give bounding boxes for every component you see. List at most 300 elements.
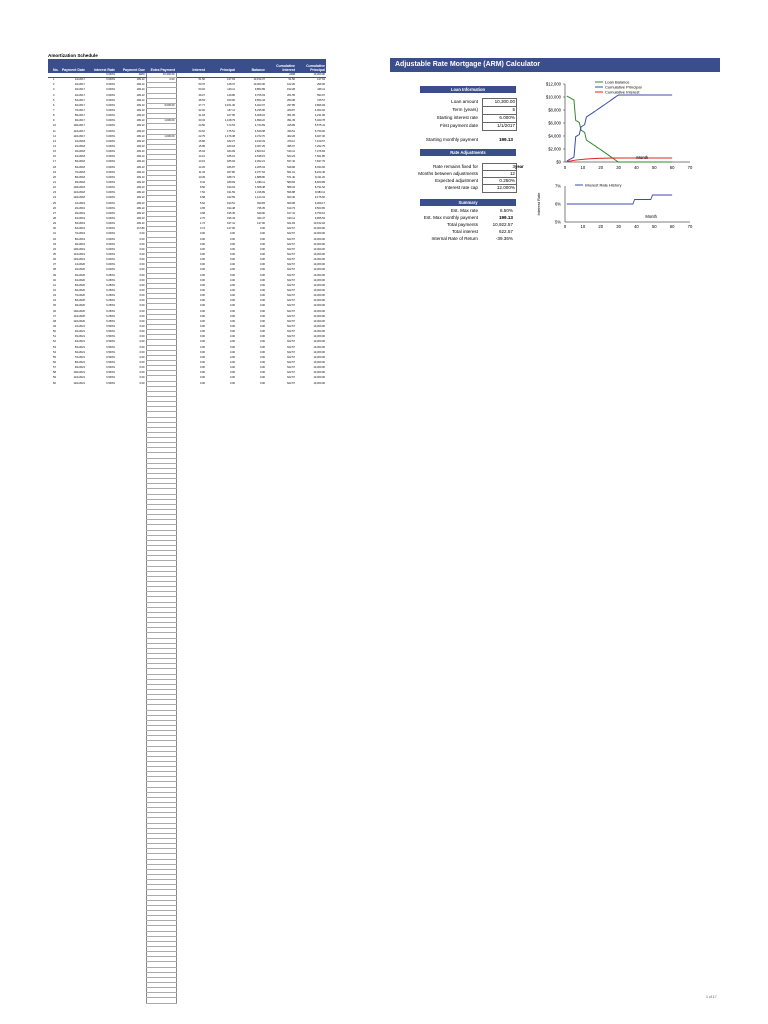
table-cell: 0.00	[139, 288, 145, 292]
table-cell: 10,300.00	[313, 304, 325, 308]
table-cell: 0.00	[229, 232, 235, 236]
table-cell: 6.500%	[106, 376, 115, 380]
table-cell: 9/1/2018	[74, 181, 85, 185]
table-cell: 10,300.00	[313, 237, 325, 241]
first-date-label: First payment date	[439, 123, 478, 128]
table-cell: 9/1/2020	[74, 304, 85, 308]
table-cell: 10,300.00	[313, 273, 325, 277]
table-cell: 7/1/2019	[74, 232, 85, 236]
extra-payment-cell[interactable]: 10,300.00	[146, 73, 176, 78]
table-cell: 185.94	[227, 160, 235, 164]
table-cell: 6.000%	[106, 165, 115, 169]
table-cell: 10,300.00	[313, 360, 325, 364]
table-cell: 12.26	[198, 165, 205, 169]
table-cell: 0.00	[259, 345, 265, 349]
table-cell: 167.95	[227, 114, 235, 118]
table-cell: 195.45	[227, 211, 235, 215]
table-cell: 0.00	[229, 299, 235, 303]
table-cell: 0.00	[199, 273, 205, 277]
table-cell: 3.68	[199, 211, 205, 215]
table-cell: 6.000%	[106, 170, 115, 174]
table-cell: 0.00	[259, 258, 265, 262]
table-cell: 11/1/2018	[73, 191, 85, 195]
table-cell: 2/1/2020	[74, 268, 85, 272]
table-cell: 6.000%	[106, 124, 115, 128]
x-tick-label: 10	[580, 224, 586, 229]
table-cell: 199.13	[136, 191, 145, 195]
table-cell: 0.00	[199, 294, 205, 298]
fixed-unit: year	[515, 164, 524, 169]
table-cell: 622.57	[287, 350, 295, 354]
table-cell: 199.13	[136, 170, 145, 174]
table-cell: 18	[53, 165, 56, 169]
table-cell: 5	[53, 98, 55, 102]
table-cell: 617.41	[287, 211, 295, 215]
table-cell: 0.00	[229, 258, 235, 262]
table-cell: 329.87	[287, 109, 295, 113]
table-cell: 1/1/2021	[74, 324, 85, 328]
table-row-empty	[48, 998, 326, 1003]
table-cell: 0.00	[259, 237, 265, 241]
table-cell: 580.84	[287, 181, 295, 185]
table-cell: 736.35	[257, 206, 265, 210]
table-cell: 11/1/2017	[73, 129, 85, 133]
table-cell: 5/1/2019	[74, 222, 85, 226]
max-rate-label: Est. Max rate	[450, 208, 478, 213]
table-cell: 41	[53, 283, 56, 287]
table-cell: 6/1/2017	[74, 103, 85, 107]
table-cell: 6.000%	[106, 103, 115, 107]
table-cell: 0.00	[199, 258, 205, 262]
table-cell: 0.00	[229, 335, 235, 339]
table-cell: 1/1/2017	[74, 78, 85, 82]
months-input[interactable]: 12	[482, 170, 517, 179]
table-cell: 24	[53, 196, 56, 200]
table-cell: 6.500%	[106, 335, 115, 339]
table-cell: 2,452.21	[254, 160, 265, 164]
table-cell: 199.13	[136, 222, 145, 226]
table-cell: 344.47	[257, 217, 265, 220]
table-cell: 0.00	[139, 273, 145, 277]
table-cell: 0.00	[139, 278, 145, 282]
table-cell: 3,190.43	[254, 139, 265, 143]
table-cell: 6.250%	[106, 299, 115, 303]
table-cell: 0.00	[139, 242, 145, 246]
table-cell: 622.57	[287, 340, 295, 344]
table-cell: 193.51	[227, 201, 235, 205]
table-cell: 0.00	[229, 263, 235, 267]
table-cell: 199.13	[136, 196, 145, 200]
table-cell: 10,300.00	[313, 268, 325, 272]
x-tick-label: 0	[563, 165, 567, 170]
table-cell: 622.57	[287, 345, 295, 349]
table-cell: 0.00	[229, 237, 235, 241]
table-cell: 622.57	[287, 263, 295, 267]
table-cell: 0.00	[199, 268, 205, 272]
table-cell: 10,300.00	[313, 232, 325, 236]
table-cell: 622.57	[287, 319, 295, 323]
table-cell: 0.00	[199, 309, 205, 313]
table-cell: 0.00	[199, 376, 205, 380]
table-cell: 0.00	[199, 360, 205, 364]
table-cell: 37	[53, 263, 56, 267]
table-cell: 6.500%	[106, 330, 115, 334]
table-cell: 6.000%	[106, 83, 115, 87]
extra-payment-cell[interactable]: 1,000.00	[146, 134, 176, 139]
table-cell: 0.00	[229, 294, 235, 298]
table-cell: 1/1/2020	[74, 263, 85, 267]
table-cell: 5.62	[199, 201, 205, 205]
table-cell: 6.000%	[106, 247, 115, 251]
table-cell: 622.57	[287, 232, 295, 236]
table-cell: 59	[53, 376, 56, 380]
table-cell: 930.83	[257, 201, 265, 205]
col-header: Balance	[236, 59, 266, 73]
table-cell: 16.86	[198, 139, 205, 143]
table-cell: 0.00	[259, 299, 265, 303]
table-cell: 10,300.00	[313, 355, 325, 359]
table-cell: 6.000%	[106, 88, 115, 92]
table-cell: 621.83	[287, 222, 295, 226]
table-cell: 6.000%	[106, 258, 115, 262]
table-cell: 10.39	[198, 175, 205, 179]
table-cell: 0.00	[139, 360, 145, 364]
x-tick-label: 50	[651, 224, 657, 229]
table-cell: 1,316.89	[254, 191, 265, 195]
table-cell: 184.09	[227, 150, 235, 154]
table-cell: 561.01	[287, 170, 295, 174]
table-cell: 0.00	[199, 247, 205, 251]
calculator-title: Adjustable Rate Mortgage (ARM) Calculator	[390, 58, 720, 72]
table-cell: 622.57	[287, 299, 295, 303]
table-cell: 9,759.10	[314, 211, 325, 215]
loan-amount-input[interactable]: 10,300.00	[482, 98, 517, 107]
table-cell: 199.13	[136, 217, 145, 220]
table-cell: 12	[53, 134, 56, 138]
table-cell: 0.00	[139, 335, 145, 339]
x-tick-label: 60	[669, 224, 675, 229]
table-cell: 0.00	[229, 330, 235, 334]
table-cell: 0.00	[199, 283, 205, 287]
irr-value: -39.36%	[495, 236, 513, 241]
table-cell: 10/1/2017	[73, 124, 85, 128]
term-label: Term (years)	[452, 107, 478, 112]
table-cell: 5/1/2020	[74, 283, 85, 287]
table-cell: 6.500%	[106, 350, 115, 354]
table-cell: 199.13	[136, 160, 145, 164]
table-cell: 6.500%	[106, 366, 115, 370]
table-cell: 48.53	[198, 98, 205, 102]
table-cell: 10,300.00	[313, 319, 325, 323]
first-date-input[interactable]: 1/1/2017	[482, 122, 517, 131]
table-cell: 622.57	[287, 376, 295, 380]
table-cell: 479.12	[287, 139, 295, 143]
table-cell: 190.63	[227, 186, 235, 190]
table-cell: 0.00	[259, 366, 265, 370]
table-cell: 3/1/2019	[74, 211, 85, 215]
table-cell: 0.00	[229, 371, 235, 375]
expected-label: Expected adjustment	[435, 178, 478, 183]
table-cell: 182.27	[227, 139, 235, 143]
table-cell: 10,300.00	[313, 324, 325, 328]
table-cell: 152.28	[287, 88, 295, 92]
table-cell: 174.63	[227, 124, 235, 128]
monthly-value: 199.13	[498, 137, 513, 142]
table-cell: 6.000%	[106, 201, 115, 205]
table-cell: 10,004.00	[253, 83, 265, 87]
y-axis-label: Interest Rate	[536, 192, 541, 216]
table-cell: 0.00	[259, 371, 265, 375]
table-cell: 6.250%	[106, 314, 115, 318]
table-cell: 21	[53, 181, 56, 185]
table-cell: 2/1/2021	[74, 330, 85, 334]
table-cell: 35	[53, 252, 56, 256]
term-input[interactable]: 5	[482, 106, 517, 115]
table-cell: 0.00	[229, 350, 235, 354]
table-cell: 6.000%	[106, 217, 115, 220]
table-cell: 0.00	[199, 371, 205, 375]
table-cell: 147.06	[257, 222, 265, 226]
table-cell: 1,168.79	[224, 119, 235, 123]
table-cell: 8/1/2018	[74, 175, 85, 179]
extra-payment-cell[interactable]: 0.00	[146, 78, 176, 83]
table-cell: 0.00	[199, 237, 205, 241]
table-cell: 13	[53, 139, 56, 143]
extra-payment-cell[interactable]: 1,000.00	[146, 119, 176, 124]
table-cell: 0.00	[229, 314, 235, 318]
table-cell	[296, 998, 326, 1003]
table-cell: 56	[53, 360, 56, 364]
total-interest-value: 622.57	[498, 229, 513, 234]
table-cell: 0.00	[199, 304, 205, 308]
table-cell: 6.000%	[106, 93, 115, 97]
rate-label: Starting interest rate	[436, 115, 478, 120]
table-cell: 51	[53, 335, 56, 339]
table-cell: 199.13	[136, 150, 145, 154]
legend-label: Loan Balance	[605, 79, 630, 85]
table-cell: 622.57	[287, 252, 295, 256]
table-cell: 4,899.22	[254, 119, 265, 123]
y-tick-label: $10,000	[545, 94, 561, 100]
table-cell: 0.00	[259, 324, 265, 328]
table-cell: 6.500%	[106, 324, 115, 328]
table-cell: 199.13	[136, 114, 145, 118]
table-cell: 10/1/2019	[73, 247, 85, 251]
table-cell: 0.00	[259, 335, 265, 339]
table-cell: 622.57	[287, 273, 295, 277]
table-cell: 0.00	[199, 366, 205, 370]
table-cell: 52	[53, 340, 56, 344]
table-cell: 250.08	[287, 98, 295, 102]
table-cell: 6.000%	[106, 196, 115, 200]
irr-label: Internal Rate of Return	[431, 236, 478, 241]
table-cell: 0.00	[139, 314, 145, 318]
table-cell: 6.000%	[106, 268, 115, 272]
table-cell: 0.00	[229, 288, 235, 292]
table-cell: 183.18	[227, 145, 235, 149]
table-cell: 5/1/2021	[74, 345, 85, 349]
table-cell: 148.37	[227, 83, 235, 87]
table-cell: 596.88	[287, 191, 295, 195]
table-cell: 6.000%	[106, 242, 115, 246]
table-cell: 53	[53, 345, 56, 349]
table-cell: 4,724.59	[254, 124, 265, 128]
table-cell	[206, 998, 236, 1003]
table-cell: 0.00	[139, 294, 145, 298]
table-cell: 622.57	[287, 324, 295, 328]
table-cell: 0.00	[139, 268, 145, 272]
table-cell: 6.000%	[106, 98, 115, 102]
table-cell: 622.57	[287, 381, 295, 385]
table-cell: 38	[53, 268, 56, 272]
table-cell: 0.00	[259, 252, 265, 256]
table-cell: 199.13	[136, 119, 145, 123]
table-cell: 15	[53, 150, 56, 154]
expected-input[interactable]: 0.250%	[482, 177, 517, 186]
table-cell: 147.80	[136, 227, 145, 231]
table-cell: 6/1/2021	[74, 350, 85, 354]
table-cell: 189.69	[227, 181, 235, 185]
table-cell: 17	[53, 160, 56, 164]
table-cell: 6.000%	[106, 155, 115, 159]
table-cell: 0.00	[229, 376, 235, 380]
legend-label: Cumulative Principal	[605, 84, 642, 90]
extra-payment-cell[interactable]	[146, 998, 176, 1003]
table-cell: 199.13	[136, 155, 145, 159]
table-cell: 6.000%	[106, 186, 115, 190]
table-cell: 6.58	[199, 196, 205, 200]
table-cell: 4,231.99	[314, 114, 325, 118]
table-cell: 10/1/2018	[73, 186, 85, 190]
table-cell: 10,300.00	[296, 73, 326, 78]
table-cell: 50.76	[198, 83, 205, 87]
table-cell: 1,508.48	[254, 186, 265, 190]
cap-input[interactable]: 12.000%	[482, 184, 517, 193]
table-cell: 30	[53, 227, 56, 231]
fixed-input[interactable]: 3	[482, 163, 517, 172]
table-cell: 8/1/2020	[74, 299, 85, 303]
adjustments-heading: Rate Adjustments	[420, 149, 516, 156]
y-tick-label: $8,000	[548, 107, 561, 113]
table-cell: 10,300.00	[313, 335, 325, 339]
table-cell: 199.13	[136, 181, 145, 185]
table-cell: 149.11	[227, 88, 235, 92]
series-line-principal	[567, 95, 672, 161]
table-cell: 50.02	[198, 88, 205, 92]
table-cell: 47	[53, 314, 56, 318]
table-cell: 0.00	[139, 237, 145, 241]
table-cell: 0.00	[259, 340, 265, 344]
table-cell: 10	[53, 124, 56, 128]
table-cell: 415.89	[287, 124, 295, 128]
table-cell: 6.500%	[106, 381, 115, 385]
table-cell	[176, 998, 206, 1003]
table-cell: 10,300.00	[313, 371, 325, 375]
table-cell: 199.13	[136, 129, 145, 133]
table-cell: 7,847.79	[314, 160, 325, 164]
table-cell: 0.00	[199, 355, 205, 359]
table-cell: 0.00	[259, 268, 265, 272]
col-header: Interest	[176, 59, 206, 73]
table-cell: 4,549.08	[254, 129, 265, 133]
table-cell: 3,896.93	[314, 103, 325, 107]
table-cell: 0.00	[259, 247, 265, 251]
table-cell: 194.48	[227, 206, 235, 210]
table-cell: 0.00	[139, 309, 145, 313]
series-line-balance	[567, 96, 672, 162]
table-cell: 0.00	[259, 242, 265, 246]
table-cell: 2,077.54	[254, 170, 265, 174]
table-cell: 39	[53, 273, 56, 277]
table-cell: 0.00	[229, 360, 235, 364]
table-cell: 0.00	[229, 283, 235, 287]
table-cell: 620.11	[287, 217, 295, 220]
table-cell: 29	[53, 222, 56, 226]
table-cell: 60	[53, 381, 56, 385]
table-cell: 622.57	[287, 335, 295, 339]
table-cell: 199.13	[136, 186, 145, 190]
table-cell: 6.000%	[106, 263, 115, 267]
table-cell: 6.250%	[106, 283, 115, 287]
x-tick-label: 40	[634, 224, 639, 229]
table-cell: 2/1/2018	[74, 145, 85, 149]
table-cell: 10,300.00	[313, 366, 325, 370]
table-cell: 445.11	[317, 88, 325, 92]
table-cell: 622.57	[287, 309, 295, 313]
loan-info-heading: Loan Information	[420, 86, 516, 93]
table-cell: 10,300.00	[313, 242, 325, 246]
rate-input[interactable]: 6.000%	[482, 114, 517, 123]
legend-label: Interest Rate History	[585, 182, 622, 188]
table-cell: 6.250%	[106, 288, 115, 292]
table-cell: 9,854.89	[254, 88, 265, 92]
table-cell: 6/1/2020	[74, 288, 85, 292]
table-cell: 0.00	[259, 309, 265, 313]
table-cell: 42	[53, 288, 56, 292]
table-cell: 6.000%	[106, 175, 115, 179]
table-cell: 6.250%	[106, 304, 115, 308]
table-cell: 6.000%	[106, 181, 115, 185]
table-cell: 7/1/2020	[74, 294, 85, 298]
table-cell: 9,554.43	[254, 98, 265, 102]
table-cell: 6.000%	[106, 232, 115, 236]
table-cell: 50	[53, 330, 56, 334]
table-cell: 3/1/2020	[74, 273, 85, 277]
table-cell: 297.85	[287, 103, 295, 107]
rate-history-chart	[527, 178, 707, 233]
table-cell	[48, 998, 60, 1003]
table-cell: 0.00	[139, 371, 145, 375]
x-tick-label: 50	[651, 165, 657, 170]
table-cell: 9/1/2019	[74, 242, 85, 246]
table-cell: 8	[53, 114, 55, 118]
table-cell: 9,955.53	[314, 217, 325, 220]
table-cell: 149.86	[227, 93, 235, 97]
table-cell: 197.41	[227, 222, 235, 226]
table-cell: 0.00	[229, 381, 235, 385]
table-cell: 7,292.75	[314, 145, 325, 149]
table-cell: 0.00	[139, 252, 145, 256]
table-cell: 12/1/2018	[73, 196, 85, 200]
table-cell: 16	[53, 155, 56, 159]
summary-heading: Summary	[420, 199, 516, 206]
y-tick-label: $2,000	[548, 146, 561, 152]
table-cell: 3,007.25	[254, 145, 265, 149]
extra-payment-cell[interactable]: 3,000.00	[146, 103, 176, 108]
table-cell: 6.000%	[106, 150, 115, 154]
table-cell: 9,705.03	[254, 93, 265, 97]
series-line-interest	[567, 158, 672, 162]
